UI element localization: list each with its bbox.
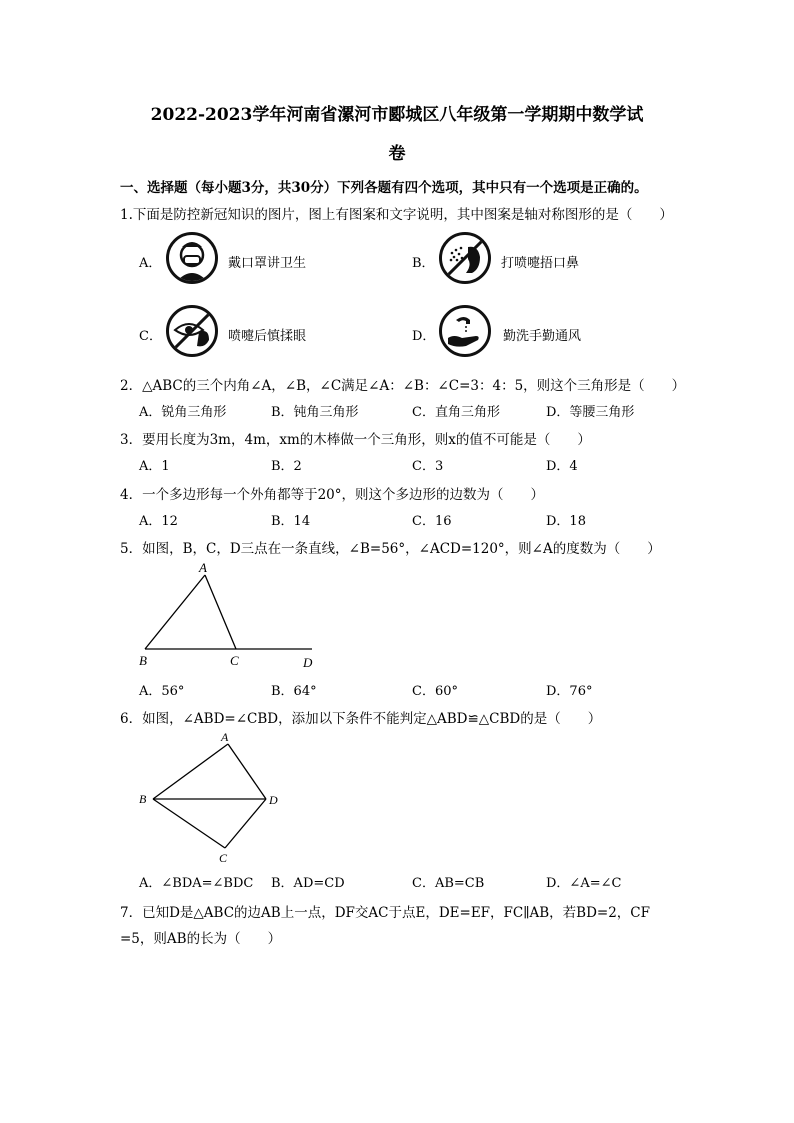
q3-option-c: C．3 (412, 459, 444, 474)
q6-quadrilateral-figure (130, 728, 300, 868)
q1-option-b-letter: B． (412, 256, 435, 271)
q3-option-d: D．4 (546, 459, 578, 474)
question-3-stem: 3．要用长度为3m，4m，xm的木棒做一个三角形，则x的值不可能是（ ） (120, 432, 591, 448)
q6-option-d: D．∠A=∠C (546, 876, 622, 891)
q6-label-b: B (139, 792, 147, 806)
q1-option-b-text: 打喷嚏捂口鼻 (501, 256, 580, 271)
q6-label-a: A (221, 730, 229, 744)
q4-option-c: C．16 (412, 514, 452, 529)
q5-side-ac (205, 575, 236, 649)
q6-side-bc (153, 799, 225, 848)
q1-option-c-text: 喷嚏后慎揉眼 (228, 329, 307, 344)
q2-option-b: B．钝角三角形 (271, 405, 359, 420)
no-rub-eye-icon (166, 305, 218, 357)
q6-side-cd (225, 799, 266, 848)
q1-option-d-text: 勤洗手勤通风 (503, 329, 582, 344)
q2-option-d: D．等腰三角形 (546, 405, 635, 420)
q5-label-b: B (139, 653, 147, 668)
question-7-stem-continued: =5，则AB的长为（ ） (120, 931, 282, 947)
sneeze-cover-icon (439, 232, 491, 284)
q4-option-d: D．18 (546, 514, 586, 529)
q1-option-a-text: 戴口罩讲卫生 (228, 256, 307, 271)
q6-side-ba (153, 744, 228, 799)
q5-label-c: C (230, 653, 239, 668)
q1-option-c-letter: C． (139, 329, 162, 344)
question-4-stem: 4．一个多边形每一个外角都等于20°，则这个多边形的边数为（ ） (120, 487, 545, 503)
question-1-stem: 1.下面是防控新冠知识的图片，图上有图案和文字说明，其中图案是轴对称图形的是（ ） (120, 207, 673, 223)
q5-triangle-figure (130, 560, 330, 672)
question-6-stem: 6．如图，∠ABD=∠CBD，添加以下条件不能判定△ABD≌△CBD的是（ ） (120, 711, 602, 727)
q6-side-ad (228, 744, 266, 799)
q1-option-d-letter: D． (412, 329, 436, 344)
q4-option-b: B．14 (271, 514, 311, 529)
q5-option-b: B．64° (271, 684, 317, 699)
page-title: 2022-2023学年河南省漯河市郾城区八年级第一学期期中数学试 (150, 105, 644, 125)
section-heading: 一、选择题（每小题3分，共30分）下列各题有四个选项，其中只有一个选项是正确的。 (120, 180, 648, 196)
mask-face-icon (166, 232, 218, 284)
q5-option-c: C．60° (412, 684, 458, 699)
q6-label-d: D (269, 793, 278, 807)
q2-option-a: A．锐角三角形 (139, 405, 227, 420)
q5-option-a: A．56° (139, 684, 185, 699)
q5-label-d: D (303, 655, 313, 670)
q5-side-ab (145, 575, 205, 649)
q6-label-c: C (219, 851, 228, 865)
q5-label-a: A (199, 560, 207, 575)
question-2-stem: 2．△ABC的三个内角∠A，∠B，∠C满足∠A：∠B：∠C=3：4：5，则这个三角形是（ ） (120, 378, 686, 394)
q1-option-a-letter: A． (139, 256, 162, 271)
question-5-stem: 5．如图，B，C，D三点在一条直线，∠B=56°，∠ACD=120°，则∠A的度数为（ ） (120, 541, 661, 557)
wash-hands-icon (439, 305, 491, 357)
q2-option-c: C．直角三角形 (412, 405, 500, 420)
q6-option-b: B．AD=CD (271, 876, 345, 891)
q5-option-d: D．76° (546, 684, 593, 699)
question-7-stem: 7．已知D是△ABC的边AB上一点，DF交AC于点E，DE=EF，FC∥AB，若BD=2，CF (120, 905, 650, 921)
q6-option-c: C．AB=CB (412, 876, 485, 891)
page-title-continued: 卷 (388, 144, 406, 164)
q3-option-a: A．1 (139, 459, 170, 474)
q6-option-a: A．∠BDA=∠BDC (139, 876, 254, 891)
q3-option-b: B．2 (271, 459, 302, 474)
q4-option-a: A．12 (139, 514, 178, 529)
